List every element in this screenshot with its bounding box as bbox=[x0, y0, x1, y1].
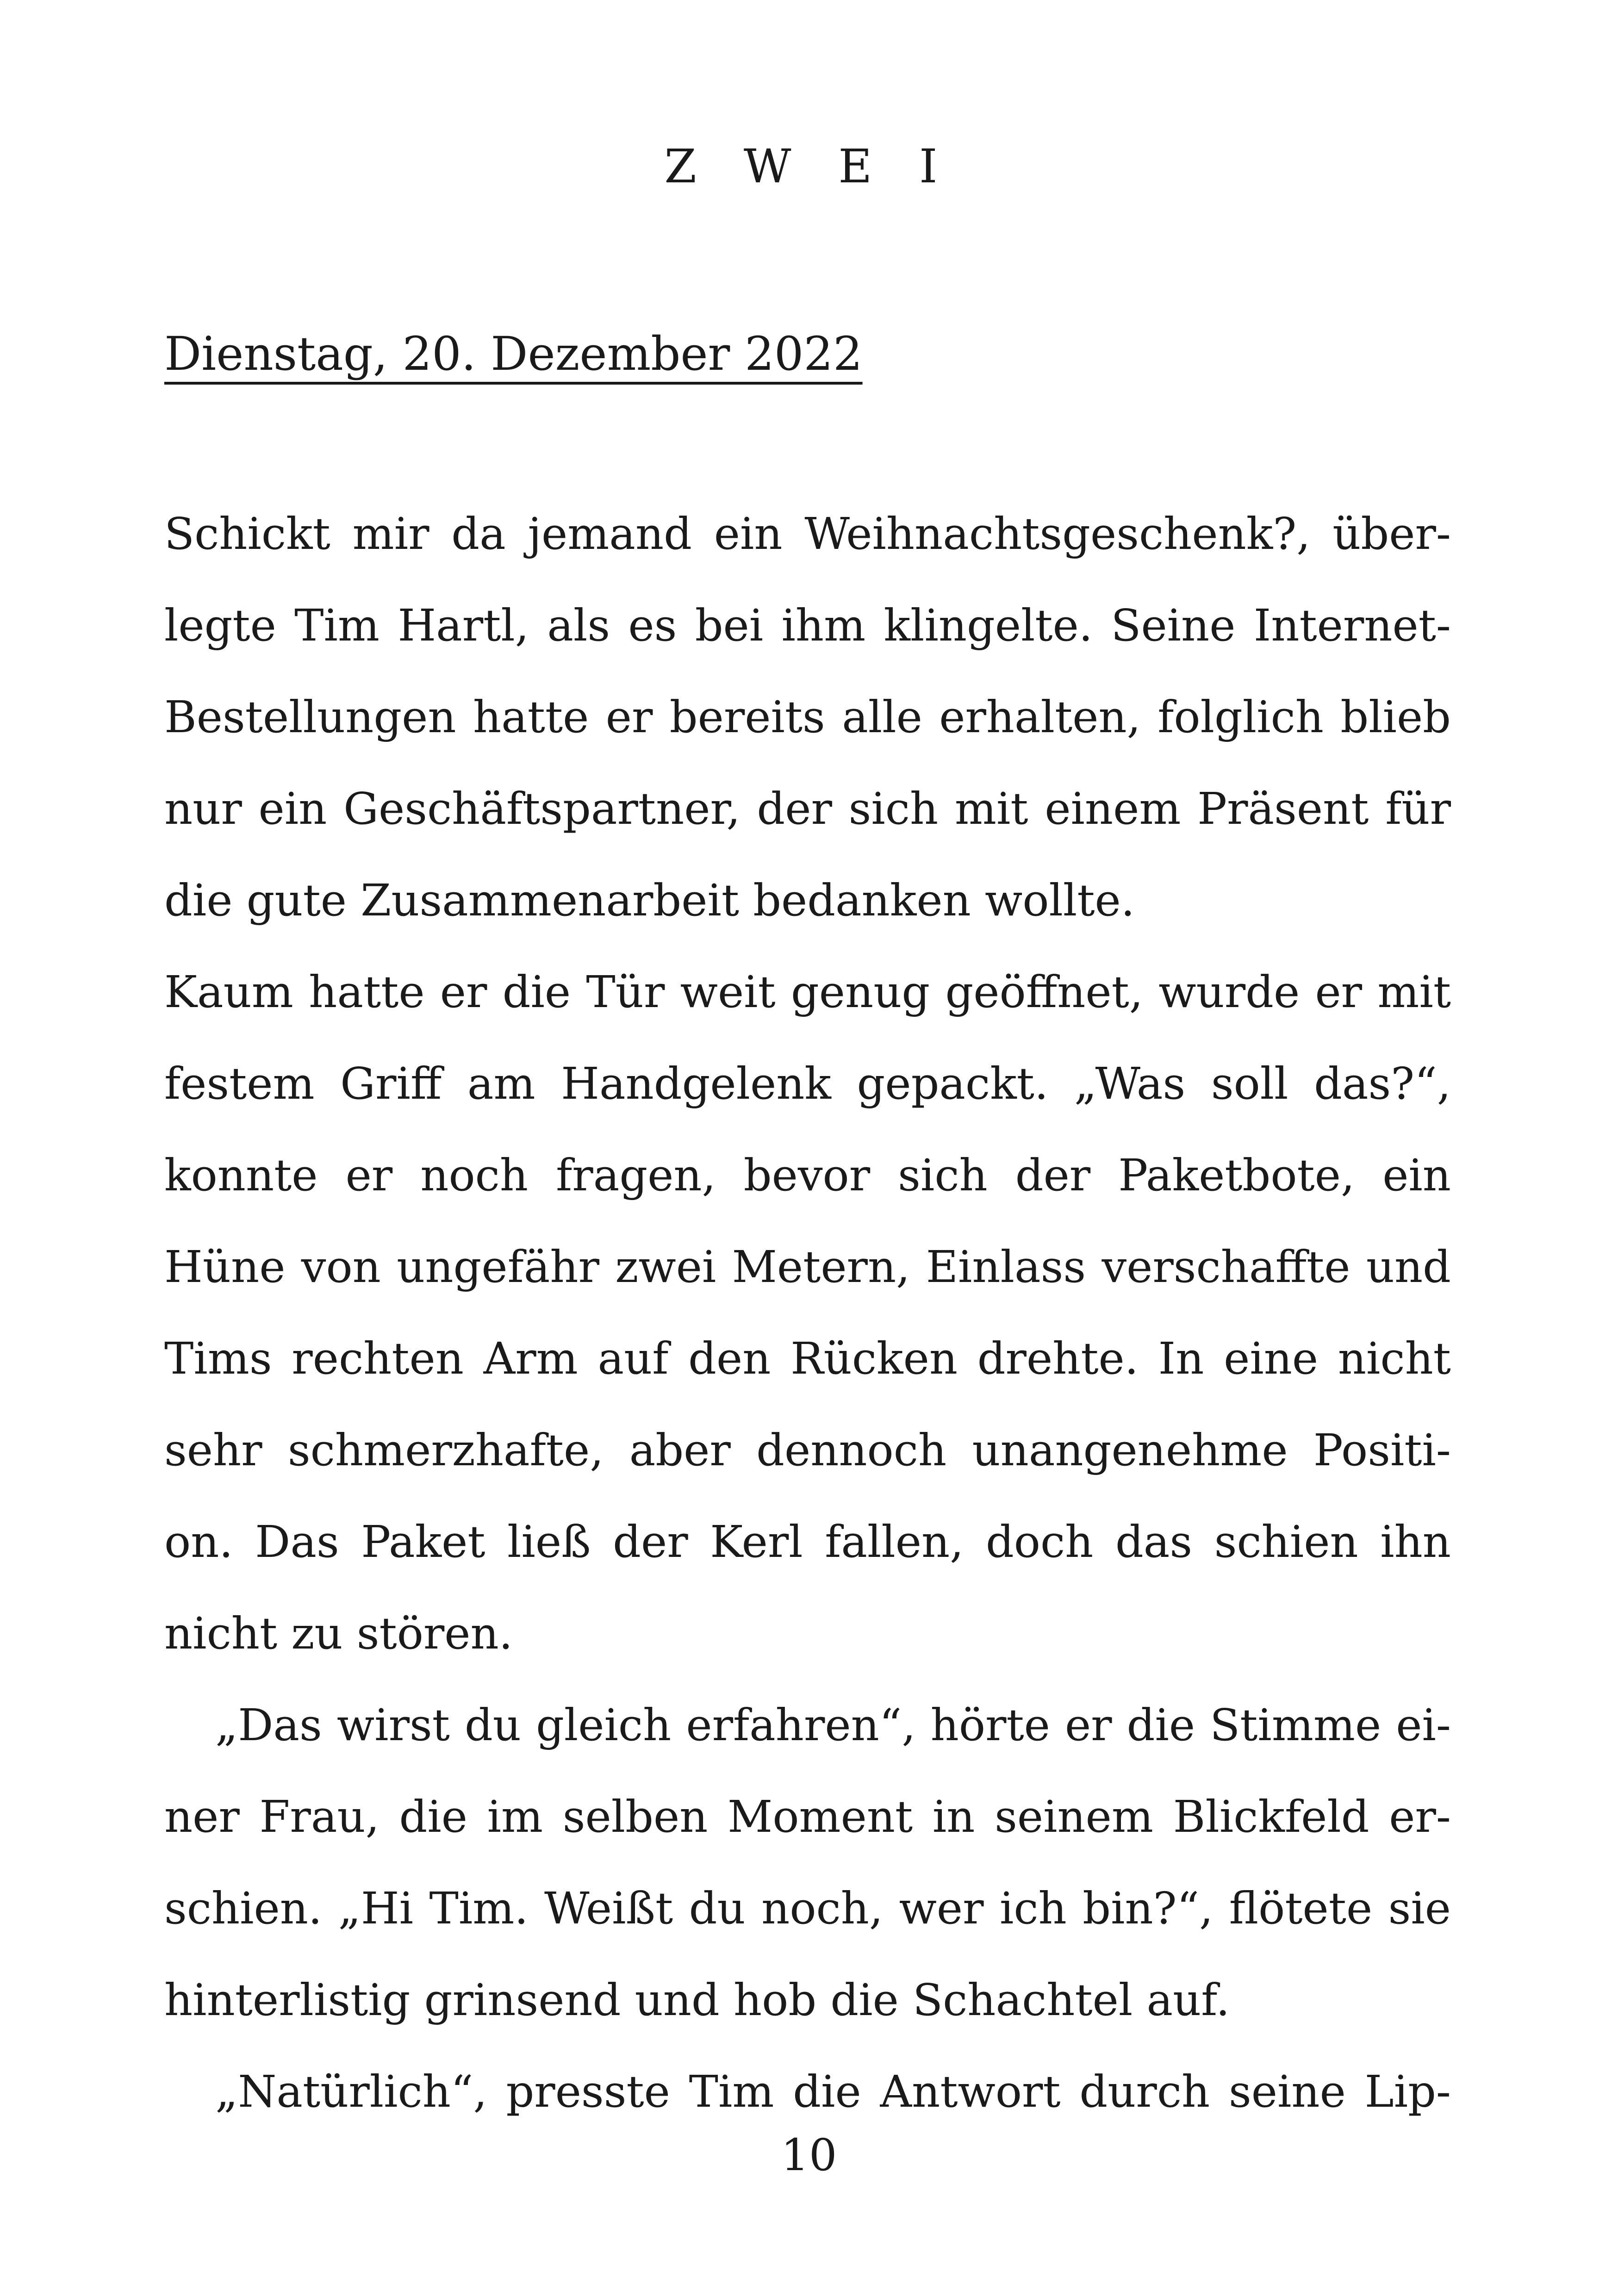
chapter-title: Z W E I bbox=[664, 139, 954, 193]
text-line: konnte er noch fragen, bevor sich der Paketbote, ein bbox=[164, 1150, 1451, 1201]
text-line: Hüne von ungefähr zwei Metern, Einlass verschaffte und bbox=[164, 1242, 1451, 1293]
text-line: die gute Zusammenarbeit bedanken wollte. bbox=[164, 875, 1135, 926]
text-line: Kaum hatte er die Tür weit genug geöffnet, wurde er mit bbox=[164, 967, 1451, 1018]
text-line: festem Griff am Handgelenk gepackt. „Was soll das?“, bbox=[164, 1058, 1451, 1109]
text-line: nur ein Geschäftspartner, der sich mit einem Präsent für bbox=[164, 784, 1451, 834]
text-line: nicht zu stören. bbox=[164, 1608, 513, 1659]
text-line: Bestellungen hatte er bereits alle erhalten, folglich blieb bbox=[164, 692, 1451, 743]
date-heading: Dienstag, 20. Dezember 2022 bbox=[164, 327, 863, 381]
page-number: 10 bbox=[781, 2130, 837, 2181]
text-line: on. Das Paket ließ der Kerl fallen, doch das schien ihn bbox=[164, 1517, 1451, 1568]
text-line: Tims rechten Arm auf den Rücken drehte. In eine nicht bbox=[164, 1333, 1451, 1384]
text-line: Schickt mir da jemand ein Weihnachtsgeschenk?, über- bbox=[164, 509, 1451, 560]
text-line: schien. „Hi Tim. Weißt du noch, wer ich bin?“, flötete sie bbox=[164, 1883, 1451, 1934]
text-line: sehr schmerzhafte, aber dennoch unangenehme Positi- bbox=[164, 1425, 1451, 1476]
text-line: „Natürlich“, presste Tim die Antwort durch seine Lip- bbox=[215, 2066, 1451, 2117]
text-line: „Das wirst du gleich erfahren“, hörte er die Stimme ei- bbox=[215, 1700, 1451, 1751]
text-line: legte Tim Hartl, als es bei ihm klingelte. Seine Internet- bbox=[164, 600, 1451, 651]
text-line: hinterlistig grinsend und hob die Schachtel auf. bbox=[164, 1975, 1230, 2026]
body-text bbox=[164, 488, 1451, 2138]
text-line: ner Frau, die im selben Moment in seinem Blickfeld er- bbox=[164, 1792, 1451, 1842]
